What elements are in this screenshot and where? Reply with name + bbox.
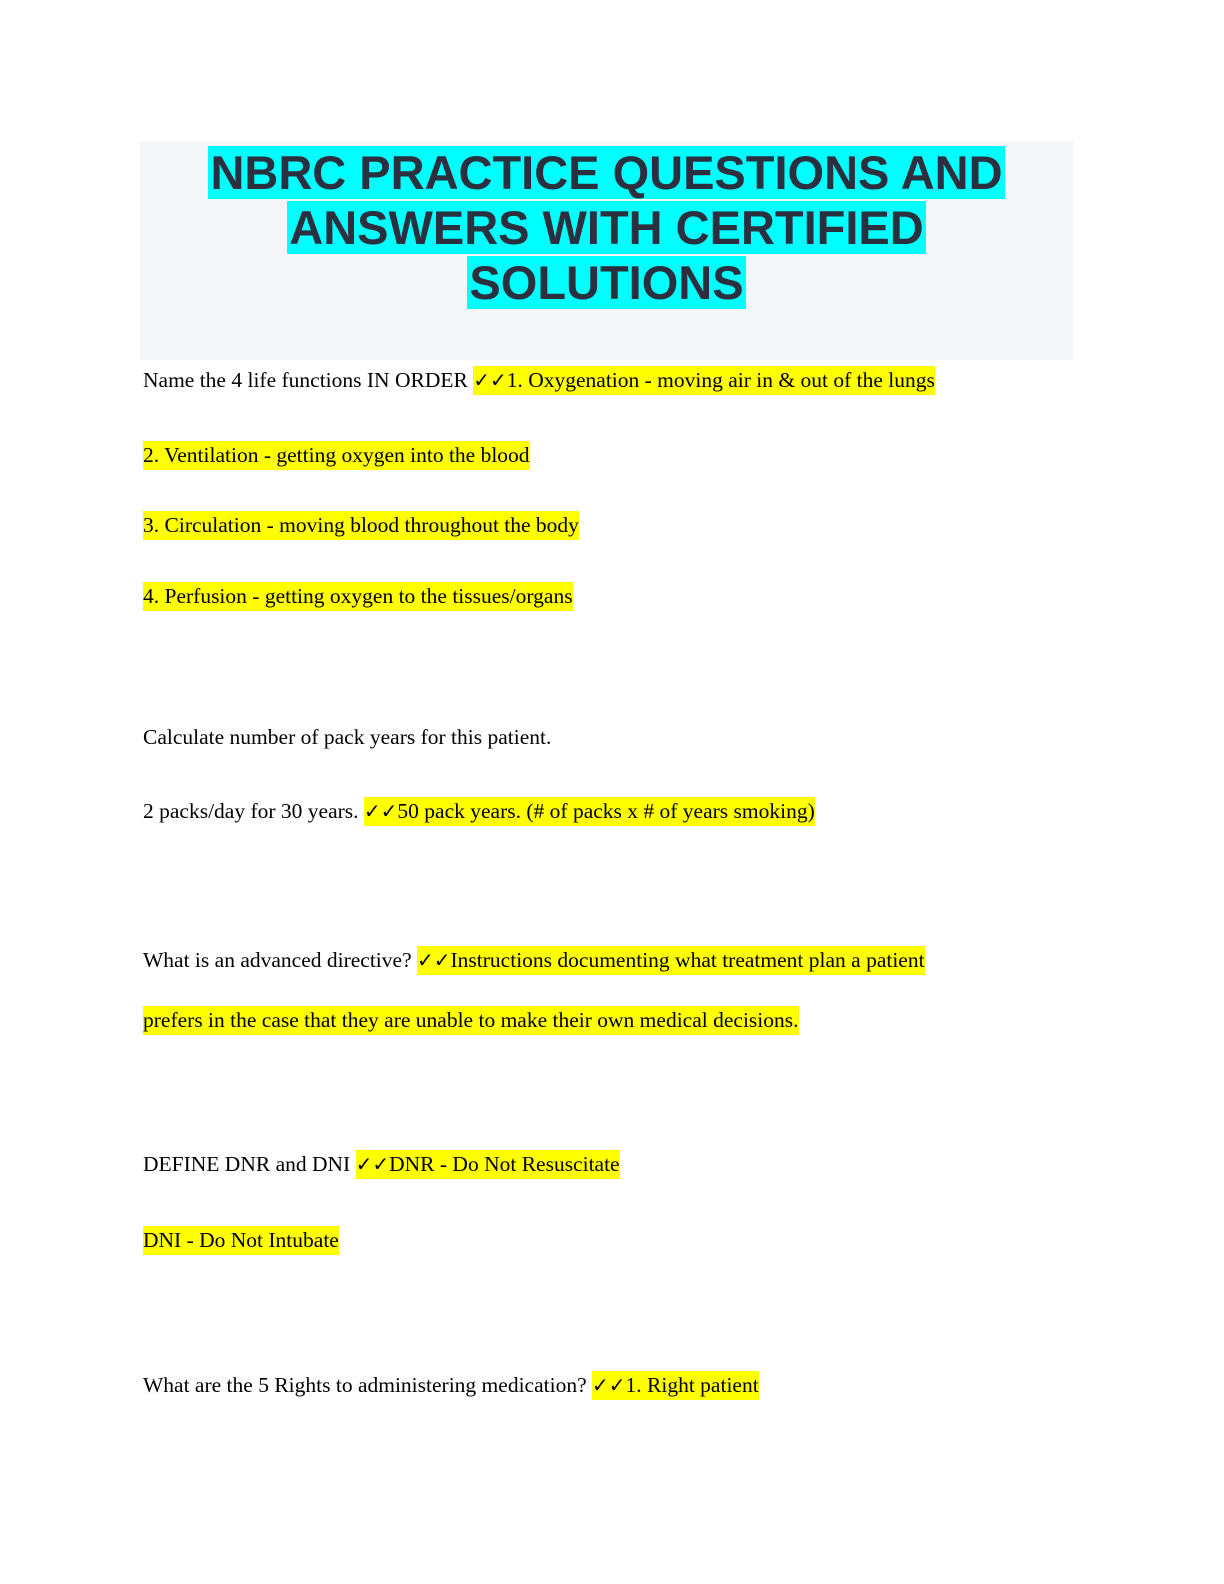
title-block <box>140 141 1073 360</box>
question-text: DEFINE DNR and DNI <box>143 1152 356 1176</box>
answer-text: 2. Ventilation - getting oxygen into the blood <box>143 441 530 470</box>
document-title <box>140 145 1073 310</box>
answer-line <box>143 1226 339 1254</box>
answer-line <box>143 582 573 610</box>
answer-highlight <box>473 366 935 395</box>
question-text: Name the 4 life functions IN ORDER <box>143 368 474 392</box>
answer-highlight <box>417 946 925 975</box>
question-text: 2 packs/day for 30 years. <box>143 799 364 823</box>
double-check-icon: ✓✓ <box>363 799 398 823</box>
title-line-3: SOLUTIONS <box>469 256 744 309</box>
answer-line <box>143 511 579 539</box>
answer-line <box>143 1006 799 1034</box>
question-pack-years-detail <box>143 797 815 825</box>
answer-text: DNI - Do Not Intubate <box>143 1226 339 1255</box>
double-check-icon: ✓✓ <box>417 948 451 972</box>
question-text: What are the 5 Rights to administering medication? <box>143 1373 592 1397</box>
answer-line <box>143 441 530 469</box>
title-line-2: ANSWERS WITH CERTIFIED <box>289 201 924 254</box>
double-check-icon: ✓✓ <box>355 1152 390 1176</box>
question-pack-years <box>143 723 551 751</box>
answer-highlight <box>356 1150 620 1179</box>
answer-text: 3. Circulation - moving blood throughout the body <box>143 511 579 540</box>
double-check-icon: ✓✓ <box>592 1373 626 1397</box>
question-advanced-directive <box>143 946 925 974</box>
question-text: What is an advanced directive? <box>143 948 417 972</box>
question-text: Calculate number of pack years for this patient. <box>143 725 552 749</box>
answer-highlight <box>364 797 815 826</box>
answer-text: DNR - Do Not Resuscitate <box>389 1152 620 1176</box>
title-line-1: NBRC PRACTICE QUESTIONS AND <box>210 146 1003 199</box>
answer-text: prefers in the case that they are unable to make their own medical decisions. <box>143 1006 799 1035</box>
question-life-functions <box>143 366 935 394</box>
answer-highlight <box>592 1371 759 1400</box>
answer-text: 50 pack years. (# of packs x # of years smoking) <box>397 799 815 823</box>
question-five-rights <box>143 1371 759 1399</box>
answer-text: 1. Right patient <box>625 1373 759 1397</box>
question-dnr-dni <box>143 1150 620 1178</box>
answer-text: 4. Perfusion - getting oxygen to the tissues/organs <box>143 582 573 611</box>
answer-text: Instructions documenting what treatment plan a patient <box>450 948 925 972</box>
answer-text: 1. Oxygenation - moving air in & out of the lungs <box>506 368 935 392</box>
double-check-icon: ✓✓ <box>473 368 507 392</box>
